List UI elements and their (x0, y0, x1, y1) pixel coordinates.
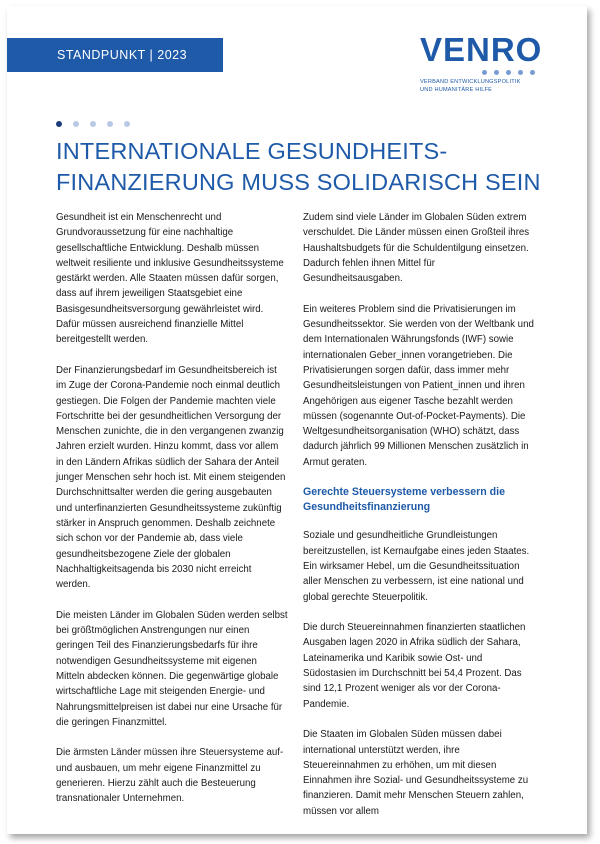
title-line: INTERNATIONALE GESUNDHEITS- (56, 138, 448, 164)
title-dot (56, 121, 62, 127)
paragraph: Die durch Steuereinnahmen finanzierten staatlichen Ausgaben lagen 2020 in Afrika südlich der Sahara, Lateinamerika und Karibik sowie Ost- und Südostasien im Durchschnitt bei 54,4 Prozent. Das sind 12,1 Prozent weniger als vor der Corona-Pandemie. (303, 622, 526, 710)
logo-wordmark: VENRO (420, 31, 543, 68)
banner-text: STANDPUNKT | 2023 (57, 48, 188, 62)
venro-logo (420, 33, 570, 94)
logo-dot (494, 70, 499, 75)
logo-dot (530, 70, 535, 75)
paragraph: Soziale und gesundheitliche Grundleistungen bereitzustellen, ist Kernaufgabe eines jeden Staates. Ein wirksamer Hebel, um die Gesundheitssituation aller Menschen zu verbessern, ist eine national und global gerechte Steuerpolitik. (303, 530, 530, 603)
paragraph: Die meisten Länder im Globalen Süden werden selbst bei größtmöglichen Anstrengungen nur einen geringen Teil des Finanzierungsbedarfs für ihre notwendigen Gesundheitssysteme mit eigenen Mitteln abdecken können. Die gegenwärtige globale wirtschaftliche Lage mit steigenden Energie- und Nahrungsmittelpreisen ist dabei nur eine Ursache für die geringen Finanzmittel. (56, 609, 288, 728)
paragraph: Zudem sind viele Länder im Globalen Süden extrem verschuldet. Die Länder müssen einen Großteil ihres Haushaltsbudgets für die Schuldentilgung einsetzen. Dadurch fehlen ihnen Mittel für Gesundheitsausgaben. (303, 212, 530, 285)
logo-subtitle (420, 78, 570, 94)
title-dot (90, 121, 96, 127)
paragraph: Der Finanzierungsbedarf im Gesundheitsbereich ist im Zuge der Corona-Pandemie noch einmal deutlich gestiegen. Die Folgen der Pandemie machten viele Fortschritte bei der gesundheitlichen Versorgung der Menschen zunichte, die in den vergangenen zwanzig Jahren erzielt wurden. Hinzu kommt, dass vor allem in den Ländern Afrikas südlich der Sahara der Anteil junger Menschen sehr hoch ist. Mit einem steigenden Durchschnittsalter werden die gering ausgebauten und unterfinanzierten Gesundheitssysteme zukünftig stärker in Anspruch genommen. Deshalb zeichnete sich schon vor der Pandemie ab, dass viele gesundheitsbezogene Ziele der globalen Nachhaltigkeitsagenda bis 2030 nicht erreicht werden. (56, 364, 286, 591)
standpunkt-banner (7, 38, 223, 72)
document-page (7, 6, 587, 834)
paragraph: Ein weiteres Problem sind die Privatisierungen im Gesundheitssektor. Sie werden von der Weltbank und dem Internationalen Währungsfonds (IWF) sowie internationalen Geber_innen vorangetrieben. Die Privatisierungen sorgen dafür, dass immer mehr Gesundheitsleistungen von Patient_innen und ihren Angehörigen aus eigener Tasche bezahlt werden müssen (sogenannte Out-of-Pocket-Payments). Die Weltgesundheitsorganisation (WHO) schätzt, dass dadurch jährlich 99 Millionen Menschen zusätzlich in Armut geraten. (303, 303, 534, 468)
page-title (56, 136, 576, 198)
logo-dot (518, 70, 523, 75)
section-heading: Gerechte Steuersysteme verbessern die Gesundheitsfinanzierung (303, 486, 505, 514)
title-dots (56, 121, 130, 127)
logo-subtitle-line: UND HUMANITÄRE HILFE (420, 87, 493, 93)
title-dot (107, 121, 113, 127)
logo-dots (482, 70, 570, 75)
logo-dot (482, 70, 487, 75)
right-column (303, 210, 535, 834)
title-line: FINANZIERUNG MUSS SOLIDARISCH SEIN (56, 169, 541, 195)
logo-subtitle-line: VERBAND ENTWICKLUNGSPOLITIK (420, 79, 521, 85)
title-dot (73, 121, 79, 127)
paragraph: Gesundheit ist ein Menschenrecht und Grundvoraussetzung für eine nachhaltige gesellschaftliche Entwicklung. Deshalb müssen weltweit resiliente und inklusive Gesundheitssysteme gestärkt werden. Alle Staaten müssen dafür sorgen, dass auf ihrem jeweiligen Staatsgebiet eine Basisgesundheitsversorgung gewährleistet wird. Dafür müssen ausreichend finanzielle Mittel bereitgestellt werden. (56, 212, 284, 346)
paragraph: Die Staaten im Globalen Süden müssen dabei international unterstützt werden, ihre Steuereinnahmen zu erhöhen, um mit diesen Einnahmen ihre Sozial- und Gesundheitssysteme zu finanzieren. Damit mehr Menschen Steuern zahlen, müssen vor allem (303, 729, 529, 817)
left-column (56, 210, 288, 822)
logo-dot (506, 70, 511, 75)
title-dot (124, 121, 130, 127)
paragraph: Die ärmsten Länder müssen ihre Steuersysteme auf- und ausbauen, um mehr eigene Finanzmittel zu generieren. Hierzu zählt auch die Besteuerung transnationaler Unternehmen. (56, 747, 284, 805)
